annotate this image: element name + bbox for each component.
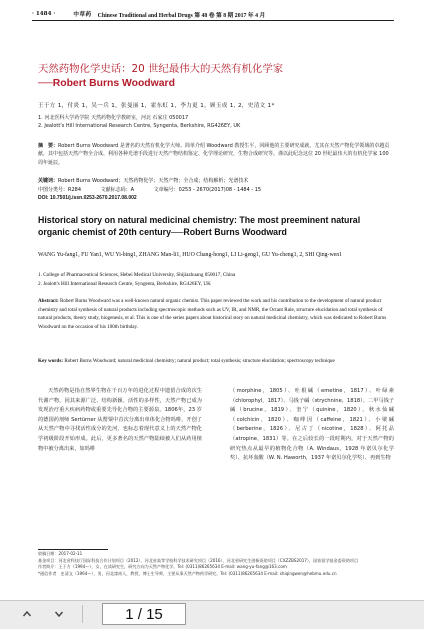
footnote-fund: 基金项目：河北省科技厅国际科技合作计划项目（2012）、河北省高等学校科学技术研究项目（2016）、河北省研究生创新资助项目（CXZZBS2017），国家留学基金委资助项目 [38,557,359,563]
footnote-corresponding: *通信作者 史清文（1964—），男，河北滦南人，教授，博士生导师，主要从事天然产物药学研究。Tel: (0311)86265634 E-mail: shiqingwen@hebmu.edu.cn [38,570,337,576]
abstract-cn [38,142,392,167]
affiliation-en-1: 1. College of Pharmaceutical Sciences, Hebei Medical University, Shijiazhuang 050017, China [38,272,236,278]
authors-cn: 王于方 1，付炎 1，吴一兵 1，张曼丽 1，霍东虹 1，李力更 1，顾玉成 1, 2，史清文 1* [38,103,275,109]
toolbar-separator [82,605,83,623]
classification-line [38,186,279,193]
affiliation-cn-1: 1. 河北医科大学药学院 天然药物化学教研室，河北 石家庄 050017 [38,115,189,121]
running-header [32,8,394,20]
page-number-input[interactable]: 1 / 15 [102,603,186,625]
page-number: · 1484 · [32,11,56,17]
footnote-divider [38,549,108,550]
keywords-en-text: Robert Burns Woodward; natural medicinal chemistry; natural product; total synthesis; structure elucidation; spectroscopy technique [64,358,335,364]
chevron-up-icon [22,609,32,619]
abstract-en-label: Abstract: [38,298,59,304]
body-column-left: 天然药物是指自然界生物在千百万年的进化过程中遗留合成的次生代谢产物，因其来源广泛、结构新颖、活性的多样性，天然产物已成为发现治疗重大疾病药物或重要先导化合物的主要源泉。1806年，23 岁的德国药剂师 Sertürner 从罂粟中首次分离出单体化合物吗啡，开创了从天然产物中寻找活性成分的先河，也标志着现代意义上的天然产物化学初级阶段开始形成。此后，更多著名的天然产物陆续被人们从药用植物中被分离出来，如吗啡 [38,388,202,452]
keywords-cn-label: 关键词： [38,178,59,184]
document-code: 文献标志码：A [100,187,135,193]
abstract-en [38,297,390,331]
header-divider [32,20,394,21]
chevron-down-icon [54,609,64,619]
footnotes [38,551,398,577]
clc-number: 中图分类号：R284 [38,187,82,193]
keywords-cn-text: Robert Burns Woodward；天然药物化学；天然产物；全合成；结构解析；光谱技术 [58,178,249,184]
journal-name-cn: 中草药 [73,12,92,18]
footnote-author: 作者简介：王于方（1994—），女，在读研究生，研究方向为天然产物化学。Tel: (0311)86265634 E-mail: wang-yu-fang@163.com [38,564,287,570]
body-column-right: （morphine，1805）、吐根碱（emetine，1817）、叶绿素（chlorophyl，1817）、马钱子碱（strychnine，1818）、二甲马钱子碱（brucine，1819）、奎宁（quinine，1820）、秋水仙碱（colchicin，1820）、咖啡因（caffeine，1821）、小檗碱（berberine，1826）、尼古丁（nicotine，1828）、阿托品（atropine，1831）等。在之后较长的一段时期内，对于天然产物的研究热点从最早的植物化合物（A. Windaus，1928 年诺贝尔化学奖）、抗坏血酸（W. N. Haworth，1937 年诺贝尔化学奖）、再到生物 [230,388,394,462]
next-page-button[interactable] [50,605,68,623]
abstract-cn-label: 摘 要： [38,143,59,149]
doi: DOI: 10.7501/j.issn.0253-2670.2017.08.002 [38,195,137,201]
keywords-cn [38,177,392,184]
journal-info: Chinese Traditional and Herbal Drugs 第 48 卷 第 8 期 2017 年 4 月 [97,12,266,19]
title-en: Historical story on natural medicinal chemistry: The most preeminent natural organic chemist of 20th century──Robert Burns Woodward [38,215,361,237]
title-cn: 天然药物化学史话：20 世纪最伟大的天然有机化学家 [38,63,284,75]
abstract-cn-text: Robert Burns Woodward 是著名的天然有机化学大师。简单介绍 Woodward 教授生平，回顾他的主要研究成就，尤其在天然产物化学领域的卓越贡献，其中包括天然产物全合成、利用各种光谱手段进行天然产物结构鉴定、化学理论研究、生物合成研究等。谨以此纪念这位 20 世纪最伟大的有机化学家 100 周年诞辰。 [38,143,390,166]
footnote-received: 收稿日期：2017-02-11 [38,551,83,556]
affiliation-cn-2: 2. Jealott's Hill International Research Centre, Syngenta, Berkshire, RG426EY, UK [38,123,241,129]
title-cn-subtitle: ──Robert Burns Woodward [38,78,175,89]
keywords-en-label: Key words: [38,358,64,364]
authors-en: WANG Yu-fang1, FU Yan1, WU Yi-bing1, ZHANG Man-li1, HUO Chang-hong1, LI Li-geng1, GU Yu-cheng1, 2, SHI Qing-wen1 [38,252,343,258]
abstract-en-text: Robert Burns Woodward was a well-known natural organic chemist. This paper reviewed the work and his contribution to the development of natural product chemistry and total synthesis of natural products including spectroscopic methods such as UV, IR, and NMR, the Octant Rule, structure elucidation and total synthesis of natural products, theory study, biogenesis, et al. This is one of the series papers about historical story on natural medicinal chemistry, which was dedicated to Robert Burns Woodward on the occasion of his 100th birthday. [38,298,387,330]
keywords-en [38,357,390,366]
affiliation-en-2: 2. Jealott's Hill International Research Centre, Syngenta, Berkshire, RG426EY, UK [38,281,211,287]
previous-page-button[interactable] [18,605,36,623]
article-number: 文章编号：0253 - 2670(2017)08 - 1484 - 15 [153,187,262,193]
